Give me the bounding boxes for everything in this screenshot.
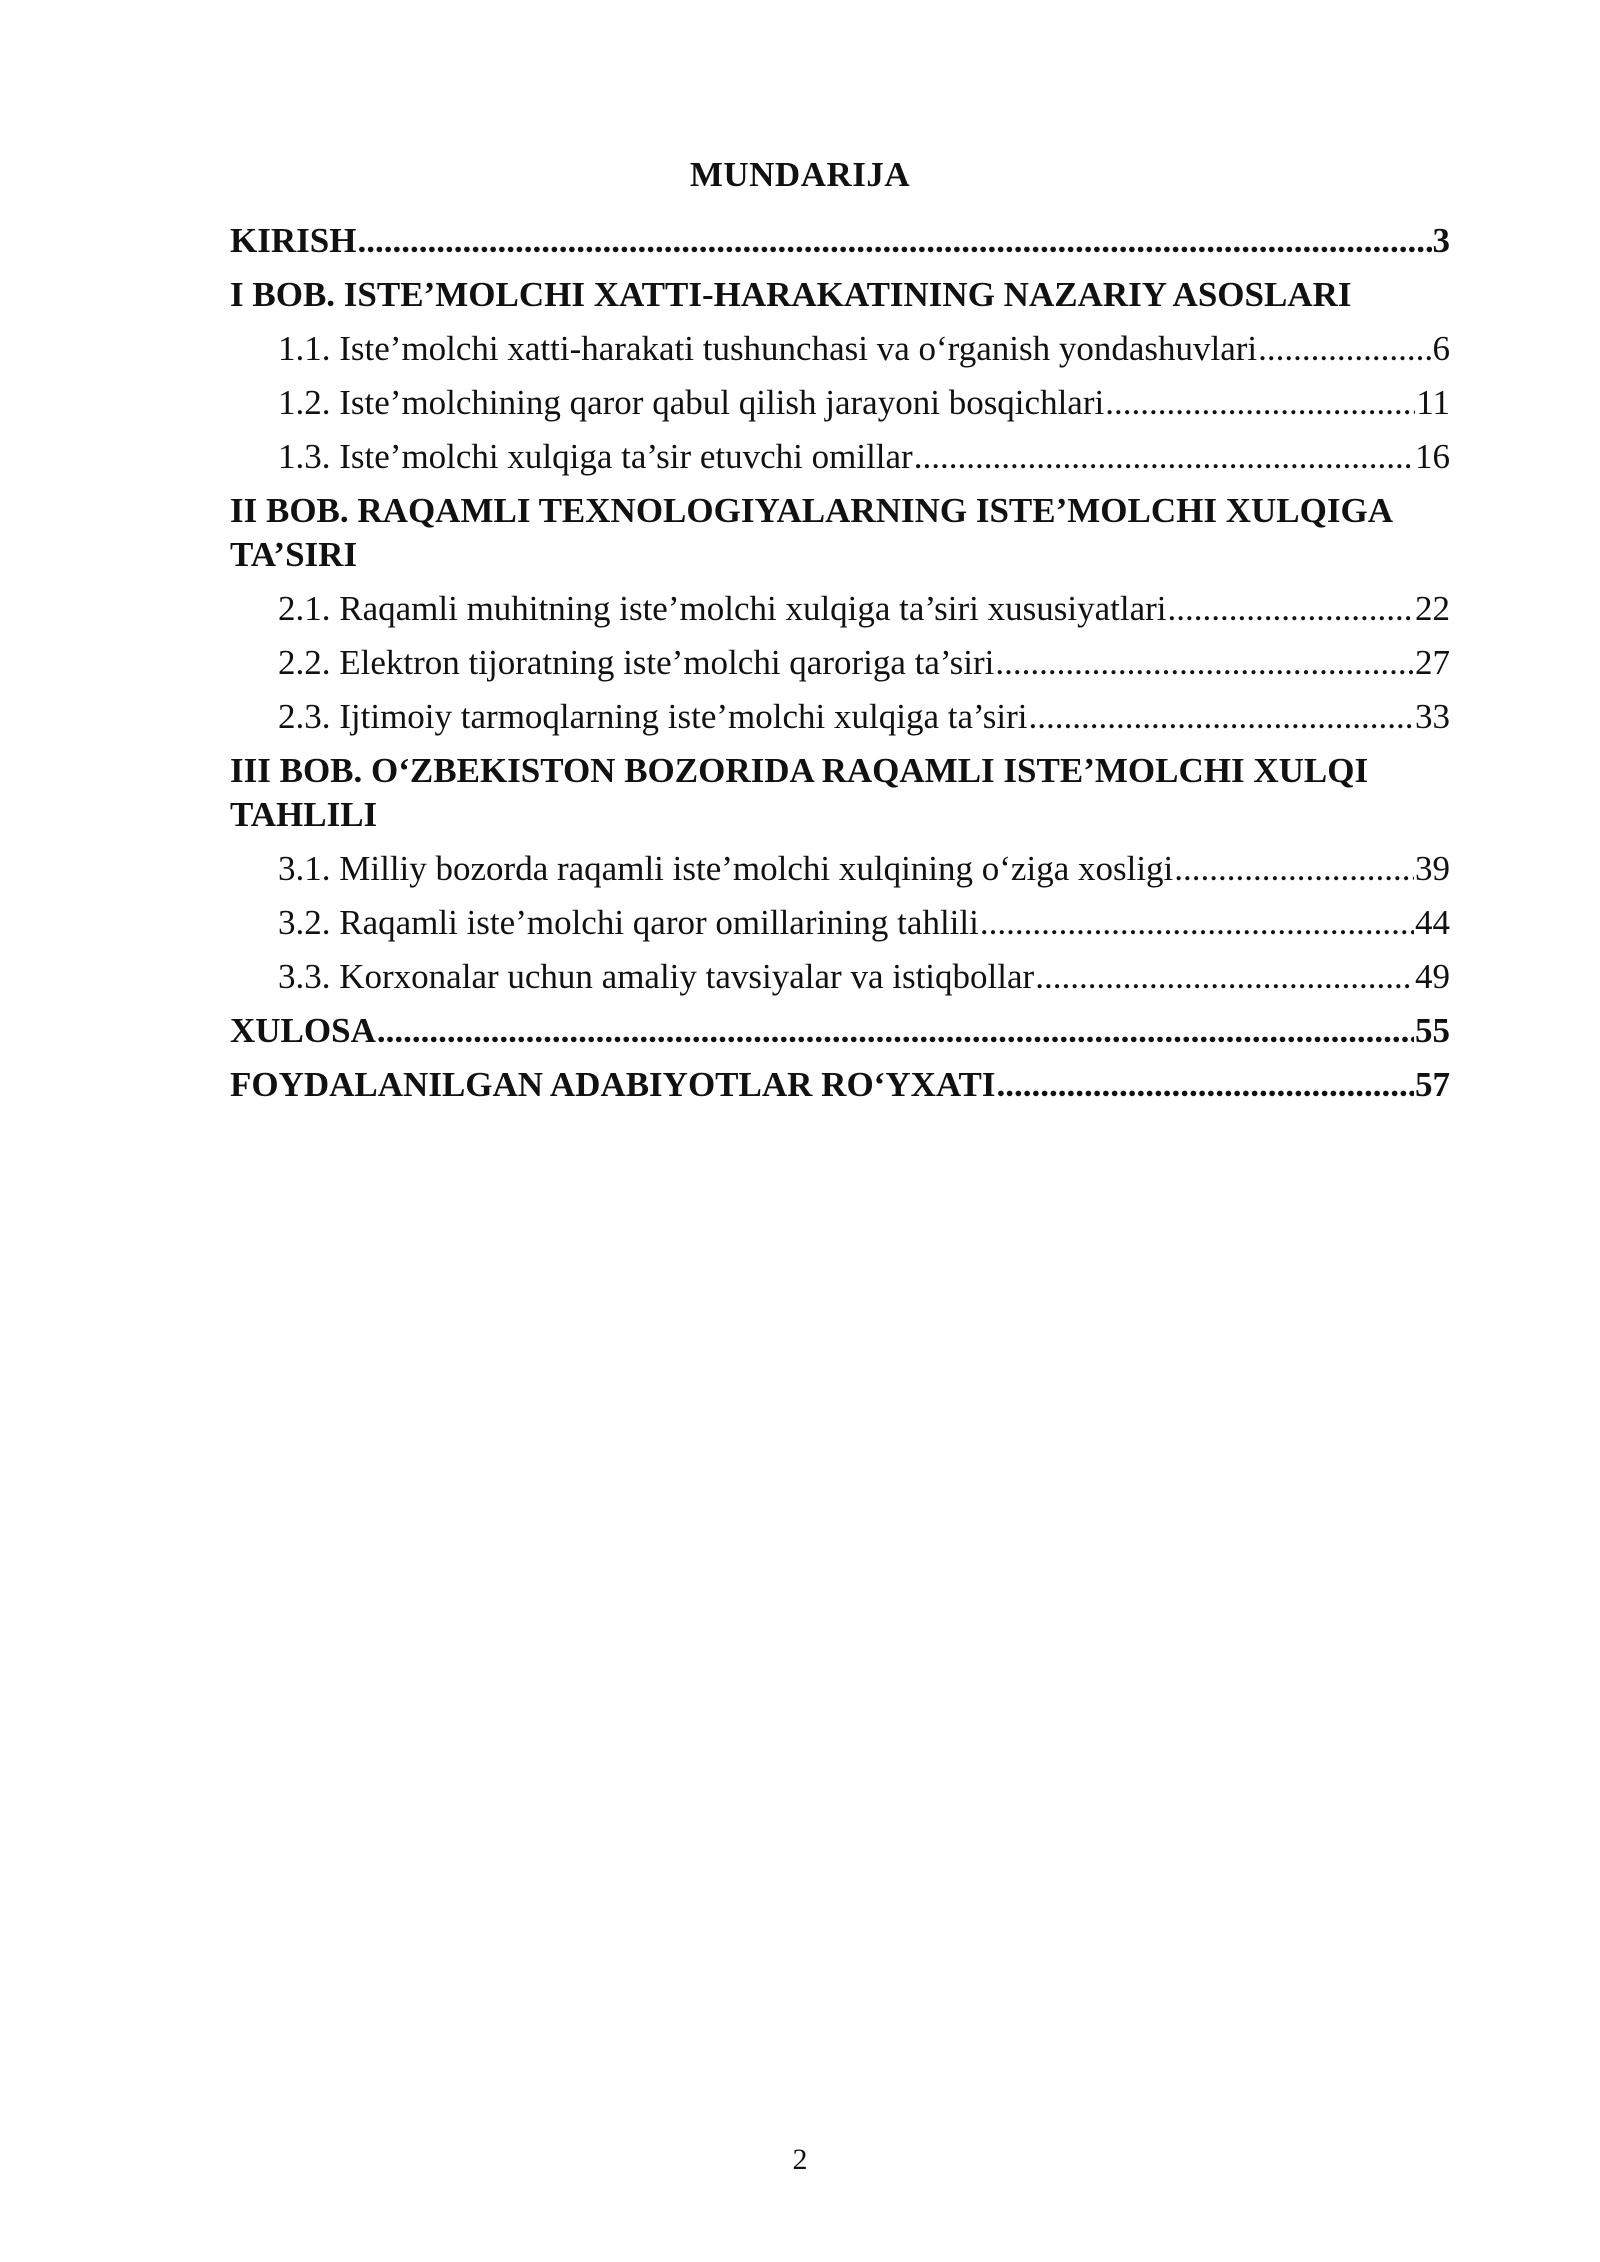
toc-entry-1-1[interactable]	[278, 327, 1450, 371]
dot-leader	[1168, 587, 1414, 631]
chapter-heading-1[interactable]: I BOB. ISTE’MOLCHI XATTI-HARAKATINING NAZARIY ASOSLARI	[230, 275, 1352, 314]
toc-entry-1-2[interactable]	[278, 381, 1450, 425]
dot-leader	[980, 901, 1414, 945]
toc-entry-2-1[interactable]	[278, 587, 1450, 631]
toc-title: MUNDARIJA	[689, 155, 911, 194]
chapter-heading-2[interactable]: II BOB. RAQAMLI TEXNOLOGIYALARNING ISTE’MOLCHI XULQIGA	[230, 491, 1393, 530]
toc-entry-label: 2.1. Raqamli muhitning iste’molchi xulqiga ta’siri xususiyatlari	[278, 589, 1167, 628]
page-number: 2	[792, 2143, 808, 2176]
toc-entry-label: 3.1. Milliy bozorda raqamli iste’molchi xulqining o‘ziga xosligi	[278, 849, 1174, 888]
dot-leader	[1258, 327, 1431, 371]
dot-leader	[995, 641, 1414, 685]
toc-entry-page: 55	[1415, 1011, 1450, 1050]
toc-entry-page: 6	[1432, 329, 1450, 368]
chapter-heading-3[interactable]: III BOB. O‘ZBEKISTON BOZORIDA RAQAMLI ISTE’MOLCHI XULQI	[230, 751, 1369, 790]
toc-entry-label: FOYDALANILGAN ADABIYOTLAR RO‘YXATI	[230, 1065, 996, 1104]
dot-leader	[1028, 695, 1414, 739]
toc-entry-label: 1.2. Iste’molchining qaror qabul qilish jarayoni bosqichlari	[278, 383, 1105, 422]
toc-entry-page: 27	[1415, 643, 1450, 682]
toc-entry-page: 16	[1415, 437, 1450, 476]
toc-entry-page: 22	[1415, 589, 1450, 628]
toc-entry-page: 39	[1415, 849, 1450, 888]
toc-entry-page: 11	[1416, 383, 1450, 422]
toc-entry-page: 3	[1432, 221, 1450, 260]
toc-entry-2-2[interactable]	[278, 641, 1450, 685]
toc-entry-label: 3.2. Raqamli iste’molchi qaror omillarining tahlili	[278, 903, 979, 942]
toc-entry-page: 57	[1415, 1065, 1450, 1104]
toc-entry-1-3[interactable]	[278, 435, 1450, 479]
toc-entry-3-1[interactable]	[278, 847, 1450, 891]
dot-leader	[357, 219, 1431, 263]
toc-entry-page: 44	[1415, 903, 1450, 942]
toc-entry-label: 1.1. Iste’molchi xatti-harakati tushunchasi va o‘rganish yondashuvlari	[278, 329, 1258, 368]
toc-entry-3-2[interactable]	[278, 901, 1450, 945]
dot-leader	[914, 435, 1414, 479]
toc-entry-label: KIRISH	[230, 221, 357, 260]
toc-entry-xulosa[interactable]	[230, 1009, 1450, 1053]
dot-leader	[377, 1009, 1414, 1053]
dot-leader	[997, 1063, 1414, 1107]
toc-entry-label: 2.3. Ijtimoiy tarmoqlarning iste’molchi xulqiga ta’siri	[278, 697, 1028, 736]
toc-entry-label: XULOSA	[230, 1011, 376, 1050]
toc-entry-label: 1.3. Iste’molchi xulqiga ta’sir etuvchi omillar	[278, 437, 913, 476]
chapter-heading-3-line2[interactable]: TAHLILI	[230, 795, 378, 834]
dot-leader	[1174, 847, 1414, 891]
toc-entry-page: 49	[1415, 957, 1450, 996]
dot-leader	[1105, 381, 1415, 425]
chapter-heading-2-line2[interactable]: TA’SIRI	[230, 535, 358, 574]
toc-entry-label: 3.3. Korxonalar uchun amaliy tavsiyalar va istiqbollar	[278, 957, 1035, 996]
toc-entry-kirish[interactable]	[230, 219, 1450, 263]
toc-entry-label: 2.2. Elektron tijoratning iste’molchi qaroriga ta’siri	[278, 643, 995, 682]
dot-leader	[1035, 955, 1414, 999]
toc-entry-page: 33	[1415, 697, 1450, 736]
toc-entry-references[interactable]	[230, 1063, 1450, 1107]
toc-entry-3-3[interactable]	[278, 955, 1450, 999]
toc-entry-2-3[interactable]	[278, 695, 1450, 739]
